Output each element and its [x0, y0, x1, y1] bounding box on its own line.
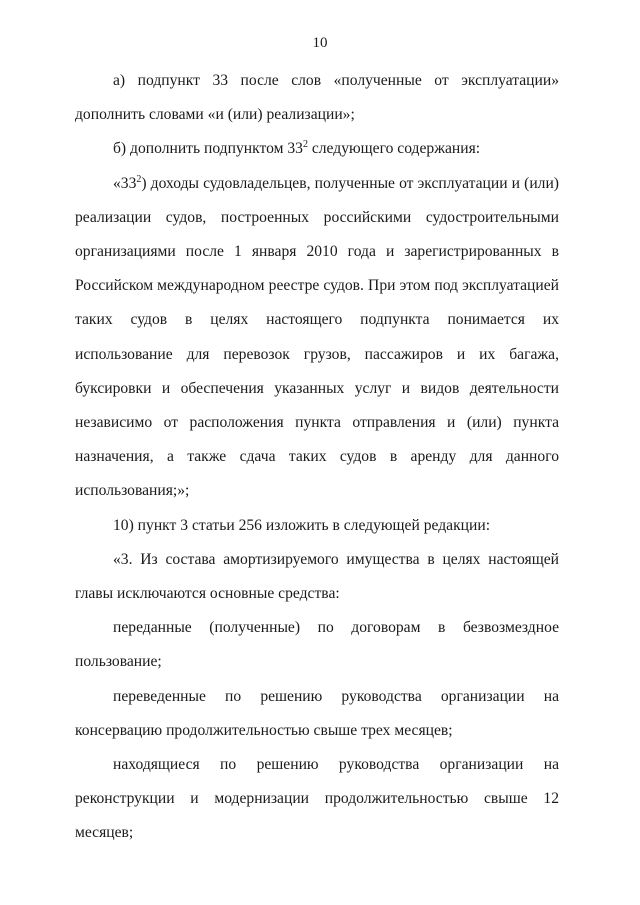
superscript-index: 2: [302, 139, 308, 151]
paragraph-subitem-a: а) подпункт 33 после слов «полученные от эксплуатации» дополнить словами «и (или) реализации»;: [75, 72, 559, 124]
paragraph-transferred: переданные (полученные) по договорам в безвозмездное пользование;: [75, 619, 559, 671]
paragraph-conservation: переведенные по решению руководства организации на консервацию продолжительностью свыше трех месяцев;: [75, 687, 559, 739]
paragraph-reconstruction: находящиеся по решению руководства организации на реконструкции и модернизации продолжительностью свыше 12 месяцев;: [75, 756, 559, 842]
paragraph-subitem-b: [75, 132, 559, 166]
page-number: 10: [312, 35, 328, 51]
paragraph-subitem-b-text: б) дополнить подпунктом 33: [113, 140, 303, 158]
paragraph-subitem-b-text-end: следующего содержания:: [307, 140, 481, 158]
paragraph-item-3: «3. Из состава амортизируемого имущества в целях настоящей главы исключаются основные средства:: [75, 550, 559, 603]
document-body: [75, 64, 559, 851]
paragraph-subitem-33-2-text: ) доходы судовладельцев, полученные от эксплуатации и (или) реализации судов, построенных российскими судостроительными организациями после 1 января 2010 года и зарегистрированных в Российском международном реестре судов. При этом под эксплуатацией таких судов в целях настоящего подпункта понимается их использование для перевозок грузов, пассажиров и их багажа, буксировки и обеспечения указанных услуг и видов деятельности независимо от расположения пункта отправления и (или) пункта назначения, а также сдача таких судов в аренду для данного использования;»;: [75, 174, 559, 500]
superscript-index: 2: [136, 173, 142, 185]
paragraph-subitem-33-2: [75, 167, 559, 509]
paragraph-subitem-33-2-start: «33: [113, 174, 137, 192]
paragraph-item-10: 10) пункт 3 статьи 256 изложить в следующей редакции:: [113, 516, 491, 534]
